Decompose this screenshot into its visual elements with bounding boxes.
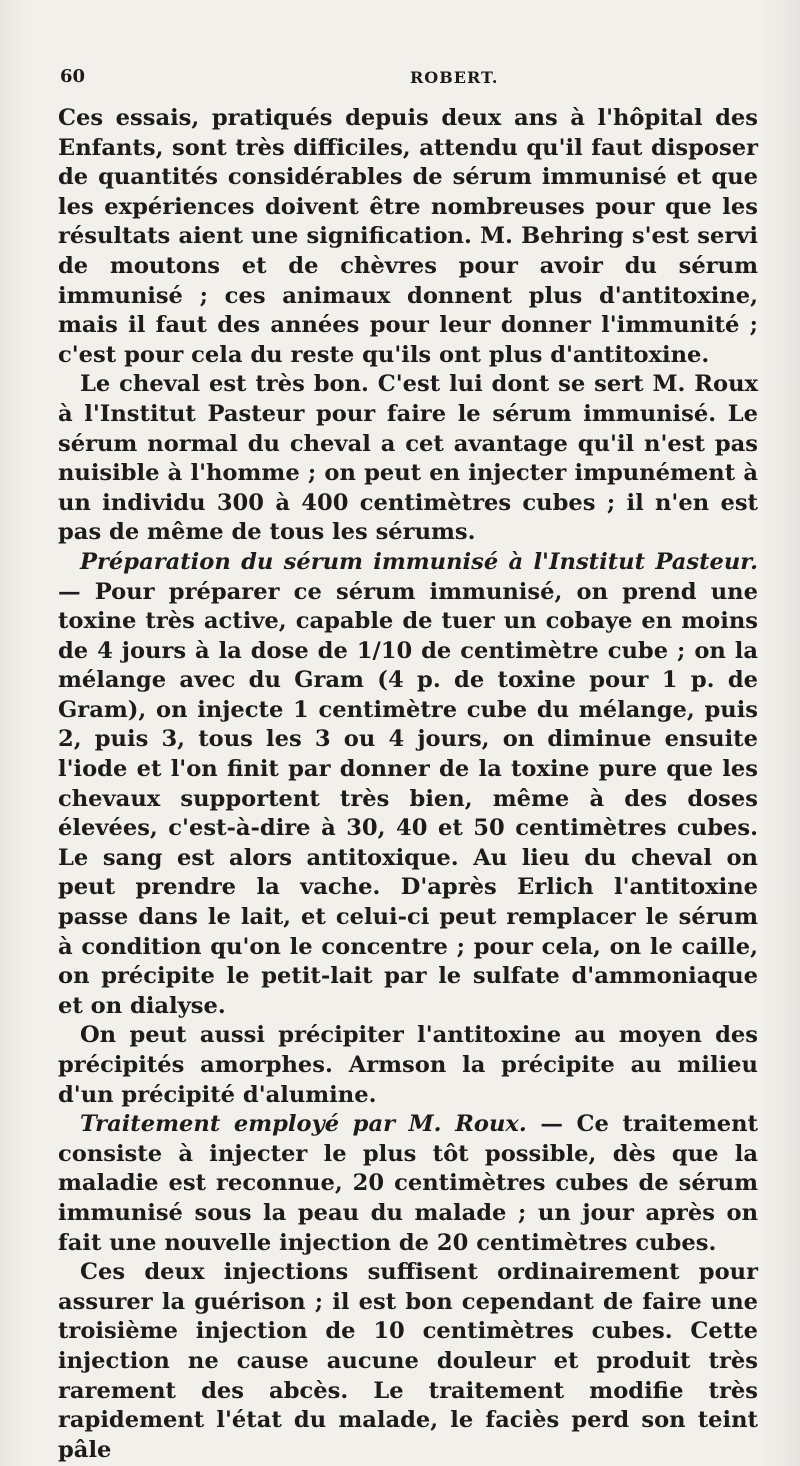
paragraph (58, 1258, 758, 1465)
paragraph (58, 104, 758, 370)
section-heading: Traitement employé par M. Roux. (80, 1111, 527, 1138)
page-header (60, 66, 710, 92)
paragraph (58, 1110, 758, 1258)
paragraph-text: Ces deux injections suffisent ordinairement pour assurer la guérison ; il est bon cependant de faire une troisième injection de 10 centimètres cubes. Cette injection ne cause aucune douleur et produit très rarement des abcès. Le traitement modifie très rapidement l'état du malade, le faciès perd son teint pâle (58, 1259, 758, 1463)
body-text (58, 104, 758, 1465)
paragraph-text: Le cheval est très bon. C'est lui dont se sert M. Roux à l'Institut Pasteur pour faire le sérum immunisé. Le sérum normal du cheval a cet avantage qu'il n'est pas nuisible à l'homme ; on peut en injecter impunément à un individu 300 à 400 centimètres cubes ; il n'en est pas de même de tous les sérums. (58, 371, 758, 546)
page-number: 60 (60, 66, 86, 87)
paragraph (58, 370, 758, 548)
running-head: ROBERT. (410, 68, 499, 87)
section-heading: Préparation du sérum immunisé à l'Institut Pasteur. (80, 548, 758, 575)
paragraph-text: On peut aussi précipiter l'antitoxine au moyen des précipités amorphes. Armson la précipite au milieu d'un précipité d'alumine. (58, 1022, 758, 1108)
paragraph (58, 548, 758, 1022)
paragraph (58, 1021, 758, 1110)
paragraph-text: — Pour préparer ce sérum immunisé, on prend une toxine très active, capable de tuer un cobaye en moins de 4 jours à la dose de 1/10 de centimètre cube ; on la mélange avec du Gram (4 p. de toxine pour 1 p. de Gram), on injecte 1 centimètre cube du mélange, puis 2, puis 3, tous les 3 ou 4 jours, on diminue ensuite l'iode et l'on finit par donner de la toxine pure que les chevaux supportent très bien, même à des doses élevées, c'est-à-dire à 30, 40 et 50 centimètres cubes. Le sang est alors antitoxique. Au lieu du cheval on peut prendre la vache. D'après Erlich l'antitoxine passe dans le lait, et celui-ci peut remplacer le sérum à condition qu'on le concentre ; pour cela, on le caille, on précipite le petit-lait par le sulfate d'ammoniaque et on dialyse. (58, 578, 758, 1019)
paragraph-text: — Ce traitement consiste à injecter le plus tôt possible, dès que la maladie est reconnue, 20 centimètres cubes de sérum immunisé sous la peau du malade ; un jour après on fait une nouvelle injection de 20 centimètres cubes. (58, 1111, 758, 1256)
paragraph-text: Ces essais, pratiqués depuis deux ans à l'hôpital des Enfants, sont très difficiles, attendu qu'il faut disposer de quantités considérables de sérum immunisé et que les expériences doivent être nombreuses pour que les résultats aient une signification. M. Behring s'est servi de moutons et de chèvres pour avoir du sérum immunisé ; ces animaux donnent plus d'antitoxine, mais il faut des années pour leur donner l'immunité ; c'est pour cela du reste qu'ils ont plus d'antitoxine. (58, 105, 758, 368)
